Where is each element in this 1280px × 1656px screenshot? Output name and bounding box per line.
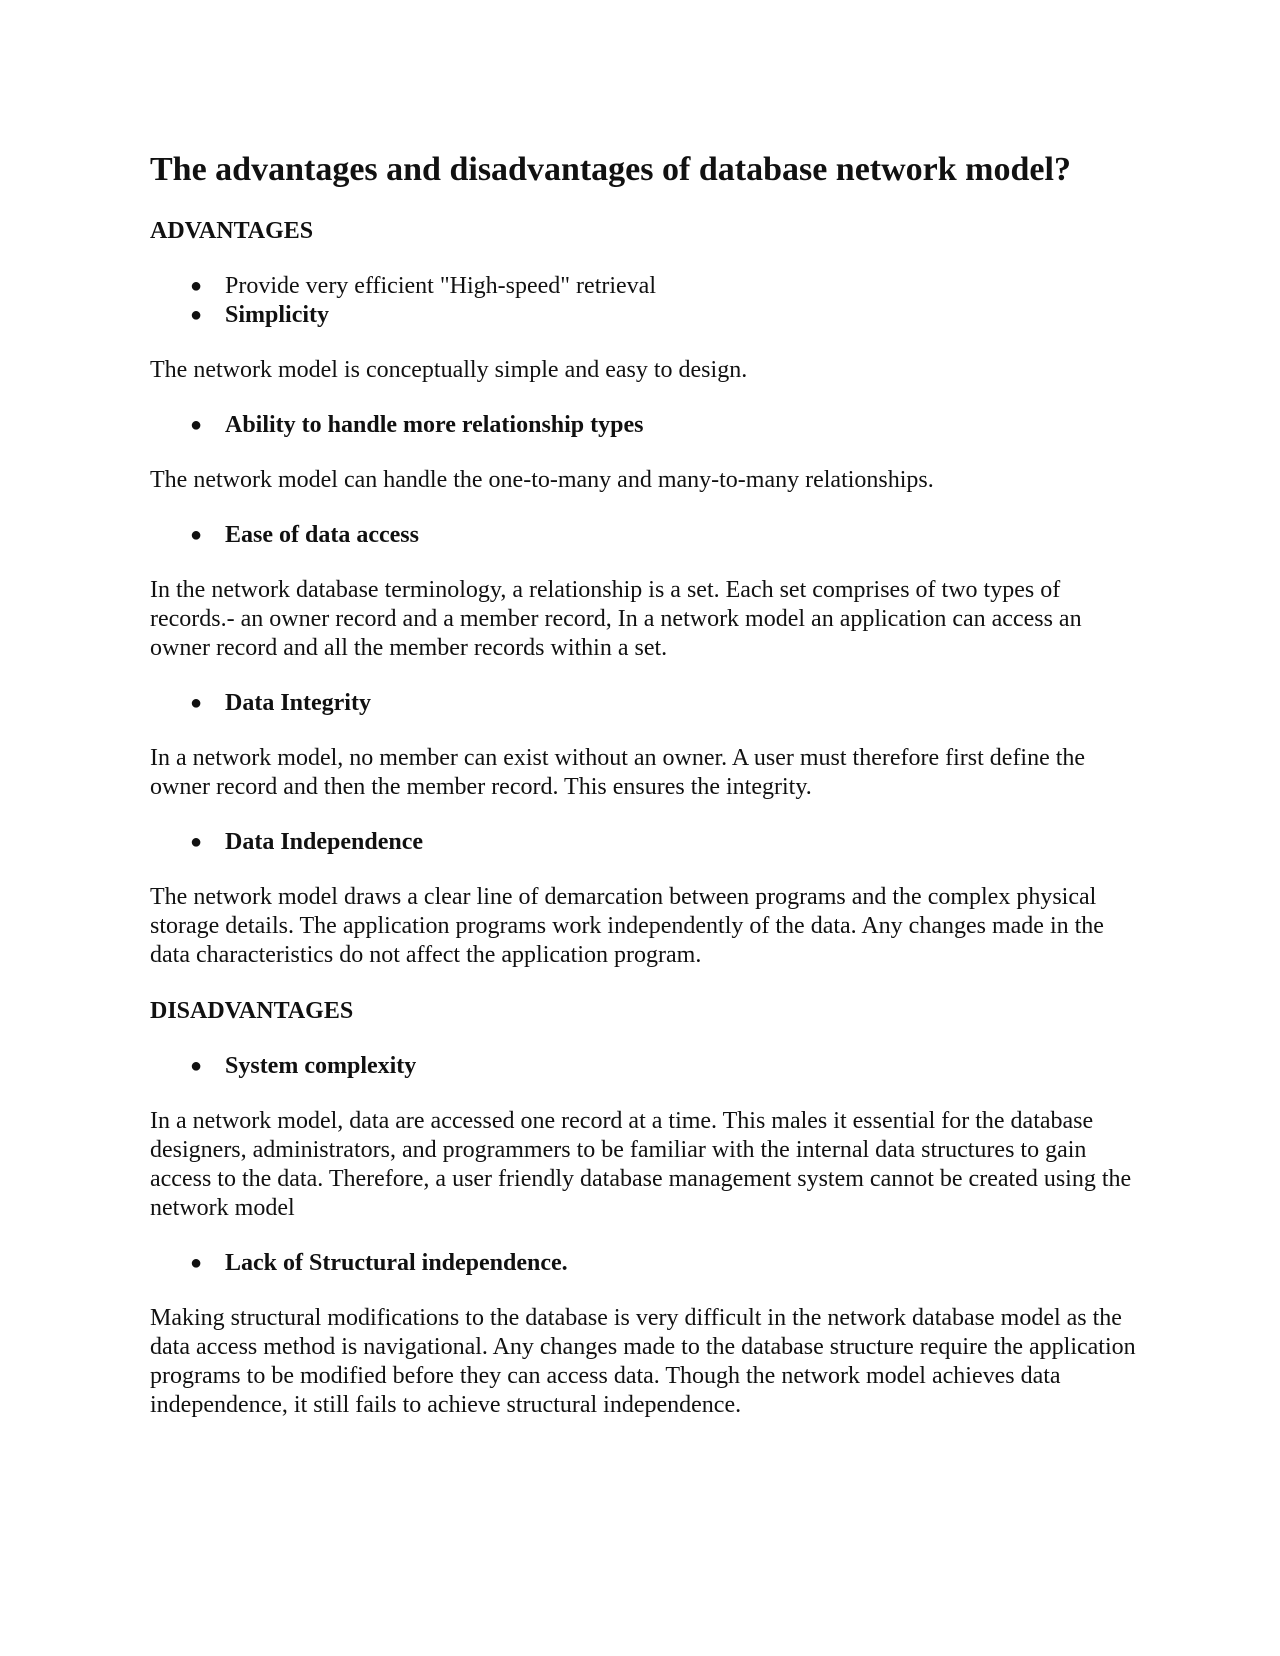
disadvantages-heading: DISADVANTAGES xyxy=(150,998,354,1024)
bullet-list xyxy=(150,411,1140,440)
list-item-text: Ability to handle more relationship types xyxy=(225,412,644,438)
bullet-icon: ● xyxy=(190,524,203,546)
list-item xyxy=(150,828,1140,857)
bullet-list xyxy=(150,689,1140,718)
bullet-list xyxy=(150,1249,1140,1278)
list-item-text: Lack of Structural independence. xyxy=(225,1250,568,1276)
list-item xyxy=(150,411,1140,440)
list-item xyxy=(150,689,1140,718)
list-item-text: Provide very efficient "High-speed" retrieval xyxy=(225,273,656,299)
paragraph-access: In the network database terminology, a relationship is a set. Each set comprises of two types of records.- an owner record and a member record, In a network model an application can access an owner record and all the member records within a set. xyxy=(150,577,1082,661)
list-item xyxy=(150,1052,1140,1081)
advantages-heading: ADVANTAGES xyxy=(150,218,314,244)
list-item xyxy=(150,1249,1140,1278)
bullet-icon: ● xyxy=(190,1055,203,1077)
document-page xyxy=(150,150,1140,1446)
advantages-list xyxy=(150,272,1140,330)
paragraph-simplicity: The network model is conceptually simple and easy to design. xyxy=(150,357,748,383)
list-item-text: Simplicity xyxy=(225,302,330,328)
bullet-icon: ● xyxy=(190,692,203,714)
paragraph-complexity: In a network model, data are accessed one record at a time. This males it essential for the database designers, administrators, and programmers to be familiar with the internal data structures to gain access to the data. Therefore, a user friendly database management system cannot be created using the network model xyxy=(150,1108,1132,1221)
list-item-text: Data Independence xyxy=(225,829,424,855)
list-item xyxy=(150,301,1140,330)
list-item-text: Data Integrity xyxy=(225,690,371,716)
paragraph-relationship: The network model can handle the one-to-many and many-to-many relationships. xyxy=(150,467,934,493)
paragraph-integrity: In a network model, no member can exist without an owner. A user must therefore first define the owner record and then the member record. This ensures the integrity. xyxy=(150,745,1086,800)
bullet-icon: ● xyxy=(190,1252,203,1274)
bullet-icon: ● xyxy=(190,831,203,853)
bullet-list xyxy=(150,1052,1140,1081)
document-title: The advantages and disadvantages of database network model? xyxy=(150,151,1071,188)
list-item-text: Ease of data access xyxy=(225,522,419,548)
bullet-list xyxy=(150,828,1140,857)
bullet-icon: ● xyxy=(190,414,203,436)
list-item xyxy=(150,272,1140,301)
bullet-icon: ● xyxy=(190,304,203,326)
bullet-icon: ● xyxy=(190,275,203,297)
list-item-text: System complexity xyxy=(225,1053,417,1079)
bullet-list xyxy=(150,521,1140,550)
paragraph-structural: Making structural modifications to the database is very difficult in the network database model as the data access method is navigational. Any changes made to the database structure require the application programs to be modified before they can access data. Though the network model achieves data independence, it still fails to achieve structural independence. xyxy=(150,1305,1136,1418)
list-item xyxy=(150,521,1140,550)
paragraph-independence: The network model draws a clear line of demarcation between programs and the complex physical storage details. The application programs work independently of the data. Any changes made in the data characteristics do not affect the application program. xyxy=(150,884,1104,968)
